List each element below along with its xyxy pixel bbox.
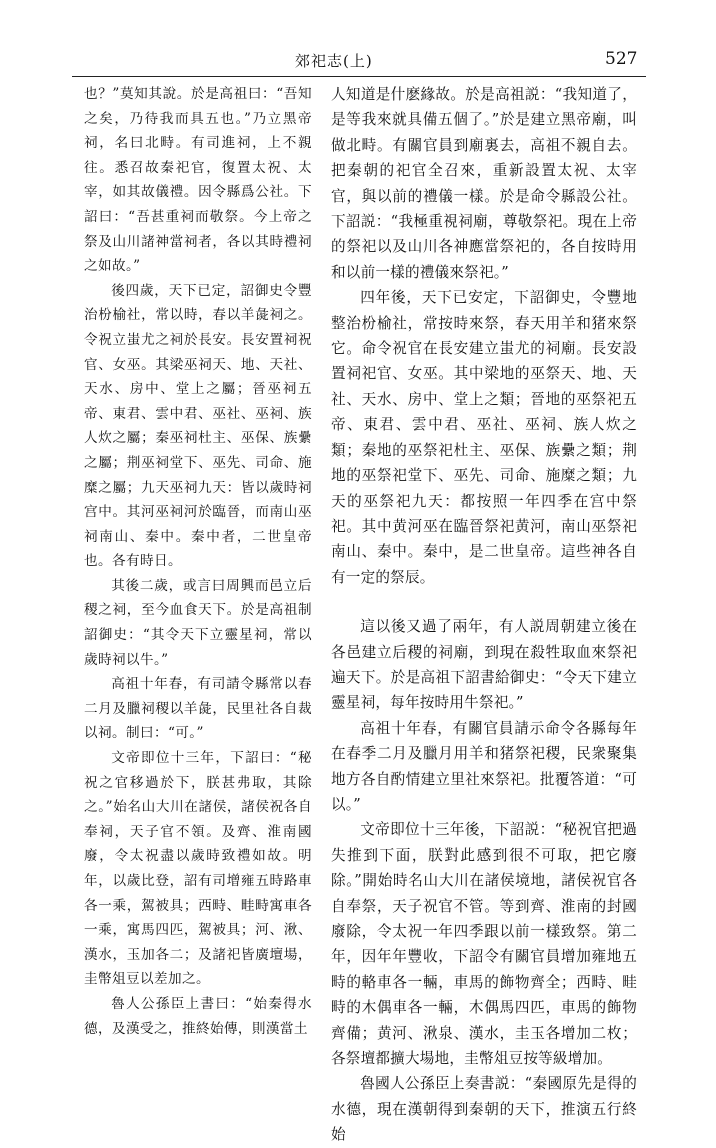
translation-paragraph: 四年後，天下已安定，下詔御史，令豐地整治枌榆社，常按時來祭，春天用羊和猪來祭它。命令祝官在長安建立蚩尤的祠廟。長安設置祠祀官、女巫。其中梁地的巫祭天、地、天社、天水、房中、堂上之類；晉地的巫祭祀五帝、東君、雲中君、巫社、巫祠、族人炊之類；秦地的巫祭祀杜主、巫保、族纍之類；荆地的巫祭祀堂下、巫先、司命、施糜之類；九天的巫祭祀九天：都按照一年四季在宫中祭祀。其中黄河巫在臨晉祭祀黄河，南山巫祭祀南山、秦中。秦中，是二世皇帝。這些神各自有一定的祭辰。 — [331, 289, 637, 586]
page-number: 527 — [605, 49, 638, 69]
chapter-title: 郊祀志(上) — [295, 52, 373, 70]
classical-paragraph: 文帝即位十三年，下詔曰：“秘祝之官移過於下，朕甚弗取，其除之。”始名山大川在諸侯，諸侯祝各自奉祠，天子官不領。及齊、淮南國廢，令太祝盡以歲時致禮如故。明年，以歲比登，詔有司增雍五時路車各一乘，駕被具；西畤、畦畤寓車各一乘，寓馬四匹，駕被具；河、湫、漢水，玉加各二；及諸祀皆廣壇場，圭幣俎豆以差加之。 — [84, 750, 312, 988]
translation-paragraph: 魯國人公孫臣上奏書説：“秦國原先是得的水德，現在漢朝得到秦朝的天下，推演五行終始 — [331, 1075, 637, 1144]
translation-paragraph: 人知道是什麽緣故。於是高祖説：“我知道了，是等我來就具備五個了。”於是建立黑帝廟，叫做北畤。有關官員到廟裏去，高祖不親自去。把秦朝的祀官全召來，重新設置太祝、太宰官，與以前的禮儀一樣。於是命令縣設公社。下詔説：“我極重視祠廟，尊敬祭祀。現在上帝的祭祀以及山川各神應當祭祀的，各自按時用和以前一樣的禮儀來祭祀。” — [331, 86, 637, 281]
classical-text-column — [84, 82, 312, 1041]
classical-paragraph: 也？”莫知其說。於是高祖曰：“吾知之矣，乃待我而具五也。”乃立黑帝祠，名曰北畤。有司進祠，上不親往。悉召故秦祀官，復置太祝、太宰，如其故儀禮。因令縣爲公社。下詔曰：“吾甚重祠而敬祭。今上帝之祭及山川諸神當祠者，各以其時禮祠之如故。” — [84, 86, 312, 275]
translation-column — [331, 82, 637, 1148]
translation-paragraph: 這以後又過了兩年，有人説周朝建立後在各邑建立后稷的祠廟，到現在殺牲取血來祭祀遍天下。於是高祖下詔書給御史：“令天下建立靈星祠，每年按時用牛祭祀。” — [331, 618, 637, 712]
translation-paragraph: 高祖十年春，有關官員請示命令各縣每年在春季二月及臘月用羊和猪祭祀稷，民衆聚集地方各自酌情建立里社來祭祀。批覆答道：“可以。” — [331, 719, 637, 813]
classical-paragraph: 魯人公孫臣上書曰：“始秦得水德，及漢受之，推終始傳，則漢當土 — [84, 995, 312, 1037]
classical-paragraph: 後四歲，天下已定，詔御史令豐治枌榆社，常以時，春以羊彘祠之。令祝立蚩尤之祠於長安。長安置祠祝官、女巫。其梁巫祠天、地、天社、天水、房中、堂上之屬；晉巫祠五帝、東君、雲中君、巫社、巫祠、族人炊之屬；秦巫祠杜主、巫保、族纍之屬；荆巫祠堂下、巫先、司命、施糜之屬；九天巫祠九天：皆以歲時祠宫中。其河巫祠河於臨晉，而南山巫祠南山、秦中。秦中者，二世皇帝也。各有時日。 — [84, 282, 312, 570]
classical-paragraph: 其後二歲，或言曰周興而邑立后稷之祠，至今血食天下。於是高祖制詔御史：“其令天下立靈星祠，常以歲時祠以牛。” — [84, 577, 312, 668]
page-header — [0, 46, 716, 76]
header-rule — [72, 76, 646, 77]
translation-paragraph: 文帝即位十三年後，下詔説：“秘祝官把過失推到下面，朕對此感到很不可取，把它廢除。”開始時名山大川在諸侯境地，諸侯祝官各自奉祭，天子祝官不管。等到齊、淮南的封國廢除，令太祝一年四季跟以前一樣致祭。第二年，因年年豐收，下詔令有關官員增加雍地五畤的輅車各一輛，車馬的飾物齊全；西畤、畦畤的木偶車各一輛，木偶馬四匹，車馬的飾物齊備；黄河、湫泉、漢水，圭玉各增加二枚；各祭壇都擴大場地，圭幣俎豆按等級增加。 — [331, 821, 637, 1068]
classical-paragraph: 高祖十年春，有司請令縣常以春二月及臘祠稷以羊彘，民里社各自裁以祠。制曰：“可。” — [84, 676, 312, 742]
